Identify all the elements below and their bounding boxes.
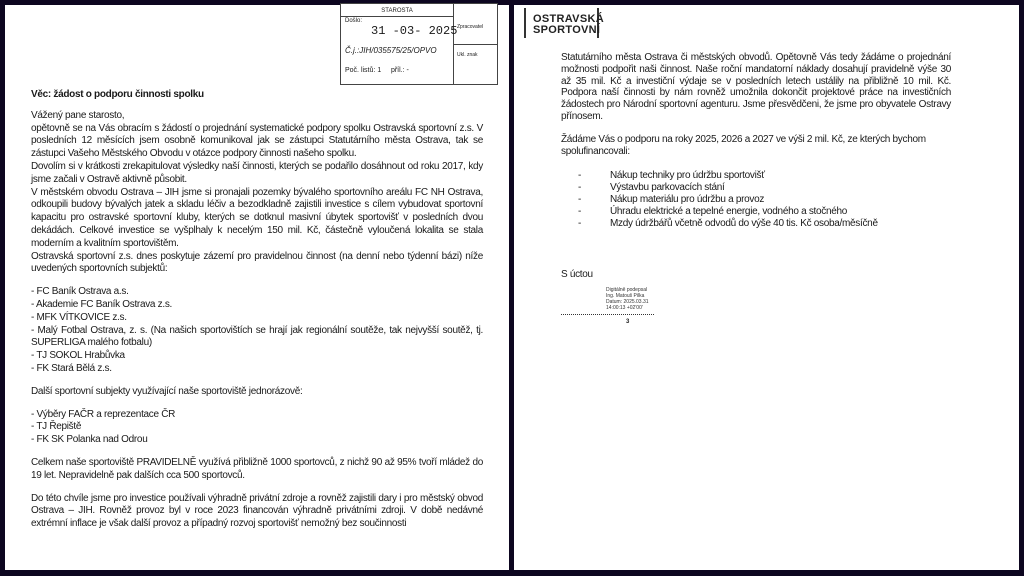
page-number: 3 (626, 319, 630, 326)
item-text: Výstavbu parkovacích stání (610, 182, 725, 194)
letter-page-2 (514, 5, 1019, 570)
digital-signature (606, 287, 951, 311)
funding-items-list (578, 170, 951, 229)
stamp-attach-label: příl.: (390, 67, 405, 74)
list-item (578, 206, 951, 218)
list-item: - Malý Fotbal Ostrava, z. s. (Na našich sportovištích se hrají jak regionální soutěže, tak nejvyšší soutěž, tj. SUPERLIGA malého fotbalu) (31, 324, 483, 349)
list-item: - MFK VÍTKOVICE z.s. (31, 311, 127, 323)
letter-body (31, 89, 483, 531)
continuation-paragraph: Statutárního města Ostrava či městských obvodů. Opětovně Vás tedy žádáme o projednání možnosti podpořit naši činnost. Naše roční mandatorní náklady dosahují pravidelně výše 30 až 35 mil. Kč a investiční výdaje se v posledních letech ustálily na přibližně 10 mil. Kč. Podpora naší činnosti by nám rovněž umožnila dokončit projektové práce na investičních žádostech pro Národní sportovní agenturu. Jsme přesvědčeni, že jsme pro obyvatele Ostravy přínosem. (561, 52, 951, 122)
regards: S úctou (561, 269, 593, 281)
signature-line: 14:00:13 +02'00' (606, 305, 643, 312)
bullet-dash: - (578, 193, 582, 205)
list-item (578, 182, 951, 194)
bullet-dash: - (578, 205, 582, 217)
bullet-dash: - (578, 182, 582, 194)
item-text: Úhradu elektrické a tepelné energie, vodného a stočného (610, 205, 848, 217)
logo-line-1: OSTRAVSKÁ (533, 13, 604, 25)
stamp-ref-label: Č.j.: (345, 46, 360, 55)
list-item (578, 170, 951, 182)
item-text: Nákup techniky pro údržbu sportovišť (610, 170, 765, 182)
bullet-dash: - (578, 170, 582, 182)
signature-line: Datum: 2025.03.31 (606, 299, 649, 306)
stamp-count-value: 1 (377, 67, 382, 74)
paragraph: Dovolím si v krátkosti zrekapitulovat výsledky naší činnosti, kterých se podařilo dosáhnout od roku 2017, kdy jsme začali v Ostravě aktivně působit. (31, 160, 483, 185)
ostravska-sportovni-logo (524, 8, 604, 38)
list-item: - FK SK Polanka nad Odrou (31, 434, 148, 446)
list-item: - FC Baník Ostrava a.s. (31, 286, 129, 298)
list-item: - TJ Řepiště (31, 421, 82, 433)
logo-line-2: SPORTOVNÍ (533, 24, 601, 36)
stamp-count-label: Poč. listů: (345, 67, 376, 74)
stamp-received-date: 31 -03- 2025 (371, 24, 458, 38)
letter-page-1 (5, 5, 509, 570)
summary-paragraph: Celkem naše sportoviště PRAVIDELNĚ využívá přibližně 1000 sportovců, z nichž 90 až 95% tvoří mládež do 19 let. Nepravidelně pak dalších cca 500 sportovců. (31, 456, 483, 481)
list-item (578, 194, 951, 206)
stamp-processor-label: Zpracovatel (457, 24, 484, 30)
occasional-intro: Další sportovní subjekty využívající naše sportoviště jednorázově: (31, 385, 303, 397)
list-item: - Výběry FAČR a reprezentace ČR (31, 408, 176, 420)
subject-line: Věc: žádost o podporu činnosti spolku (31, 89, 204, 100)
stamp-received-label: Došlo: (345, 18, 363, 24)
stamp-attach-value: - (406, 67, 409, 74)
salutation: Vážený pane starosto, (31, 109, 125, 121)
closing-paragraph: Do této chvíle jsme pro investice používali výhradně privátní zdroje a rovněž zajistili dary i pro městský obvod Ostrava – JIH. Rovněž provoz byl v roce 2023 financován výhradně privátními zdroji. V době nedávné extrémní inflace je však další provoz a případný rozvoj sportovišť nemožný bez součinnosti (31, 492, 483, 530)
bullet-dash: - (578, 217, 582, 229)
list-item: - FK Stará Bělá z.s. (31, 362, 112, 374)
request-paragraph: Žádáme Vás o podporu na roky 2025, 2026 a 2027 ve výši 2 mil. Kč, ze kterých bychom spolufinancovali: (561, 133, 926, 157)
stamp-file-label: Ukl. znak (457, 52, 478, 58)
list-item: - Akademie FC Baník Ostrava z.s. (31, 298, 173, 310)
signature-divider (561, 314, 654, 315)
item-text: Mzdy údržbářů včetně odvodů do výše 40 tis. Kč osoba/měsíčně (610, 217, 878, 229)
paragraph: Ostravská sportovní z.s. dnes poskytuje zázemí pro pravidelnou činnost (na denní nebo týdenní bázi) níže uvedených sportovních subjektů: (31, 250, 483, 275)
stamp-ref-value: JIH/035575/25/OPVO (359, 46, 437, 55)
paragraph: V městském obvodu Ostrava – JIH jsme si pronajali pozemky bývalého sportovního areálu FC NH Ostrava, odkoupili budovy bývalých jatek a skladu léčiv a bezodkladně zajistili investice s cílem vybudovat sportovní kapacitu pro ostravské sportovní kluby, kterých se dotknul masivní úbytek sportovišť v posledních dvou dekádách. Celkové investice se vyšplhaly k necelým 150 mil. Kč, částečně vyloučená lokalita se stala moderním a kvalitním sportovištěm. (31, 186, 483, 249)
signature-line: Digitálně podepsal (606, 287, 648, 294)
paragraph: opětovně se na Vás obracím s žádostí o projednání systematické podpory spolku Ostravská sportovní z.s. V posledních 12 měsících jsem osobně komunikoval jak se zástupci Statutárního města Ostrava, tak se zástupci Vašeho Městského Obvodu v otázce podpory činnosti našeho spolku. (31, 122, 483, 160)
stamp-header: STAROSTA (341, 4, 454, 17)
list-item: - TJ SOKOL Hrabůvka (31, 350, 125, 362)
continuation-body (561, 52, 951, 326)
list-item (578, 218, 951, 230)
signature-line: Ing. Matouš Pilka (606, 293, 645, 300)
registry-stamp (340, 3, 498, 85)
item-text: Nákup materiálu pro údržbu a provoz (610, 193, 765, 205)
